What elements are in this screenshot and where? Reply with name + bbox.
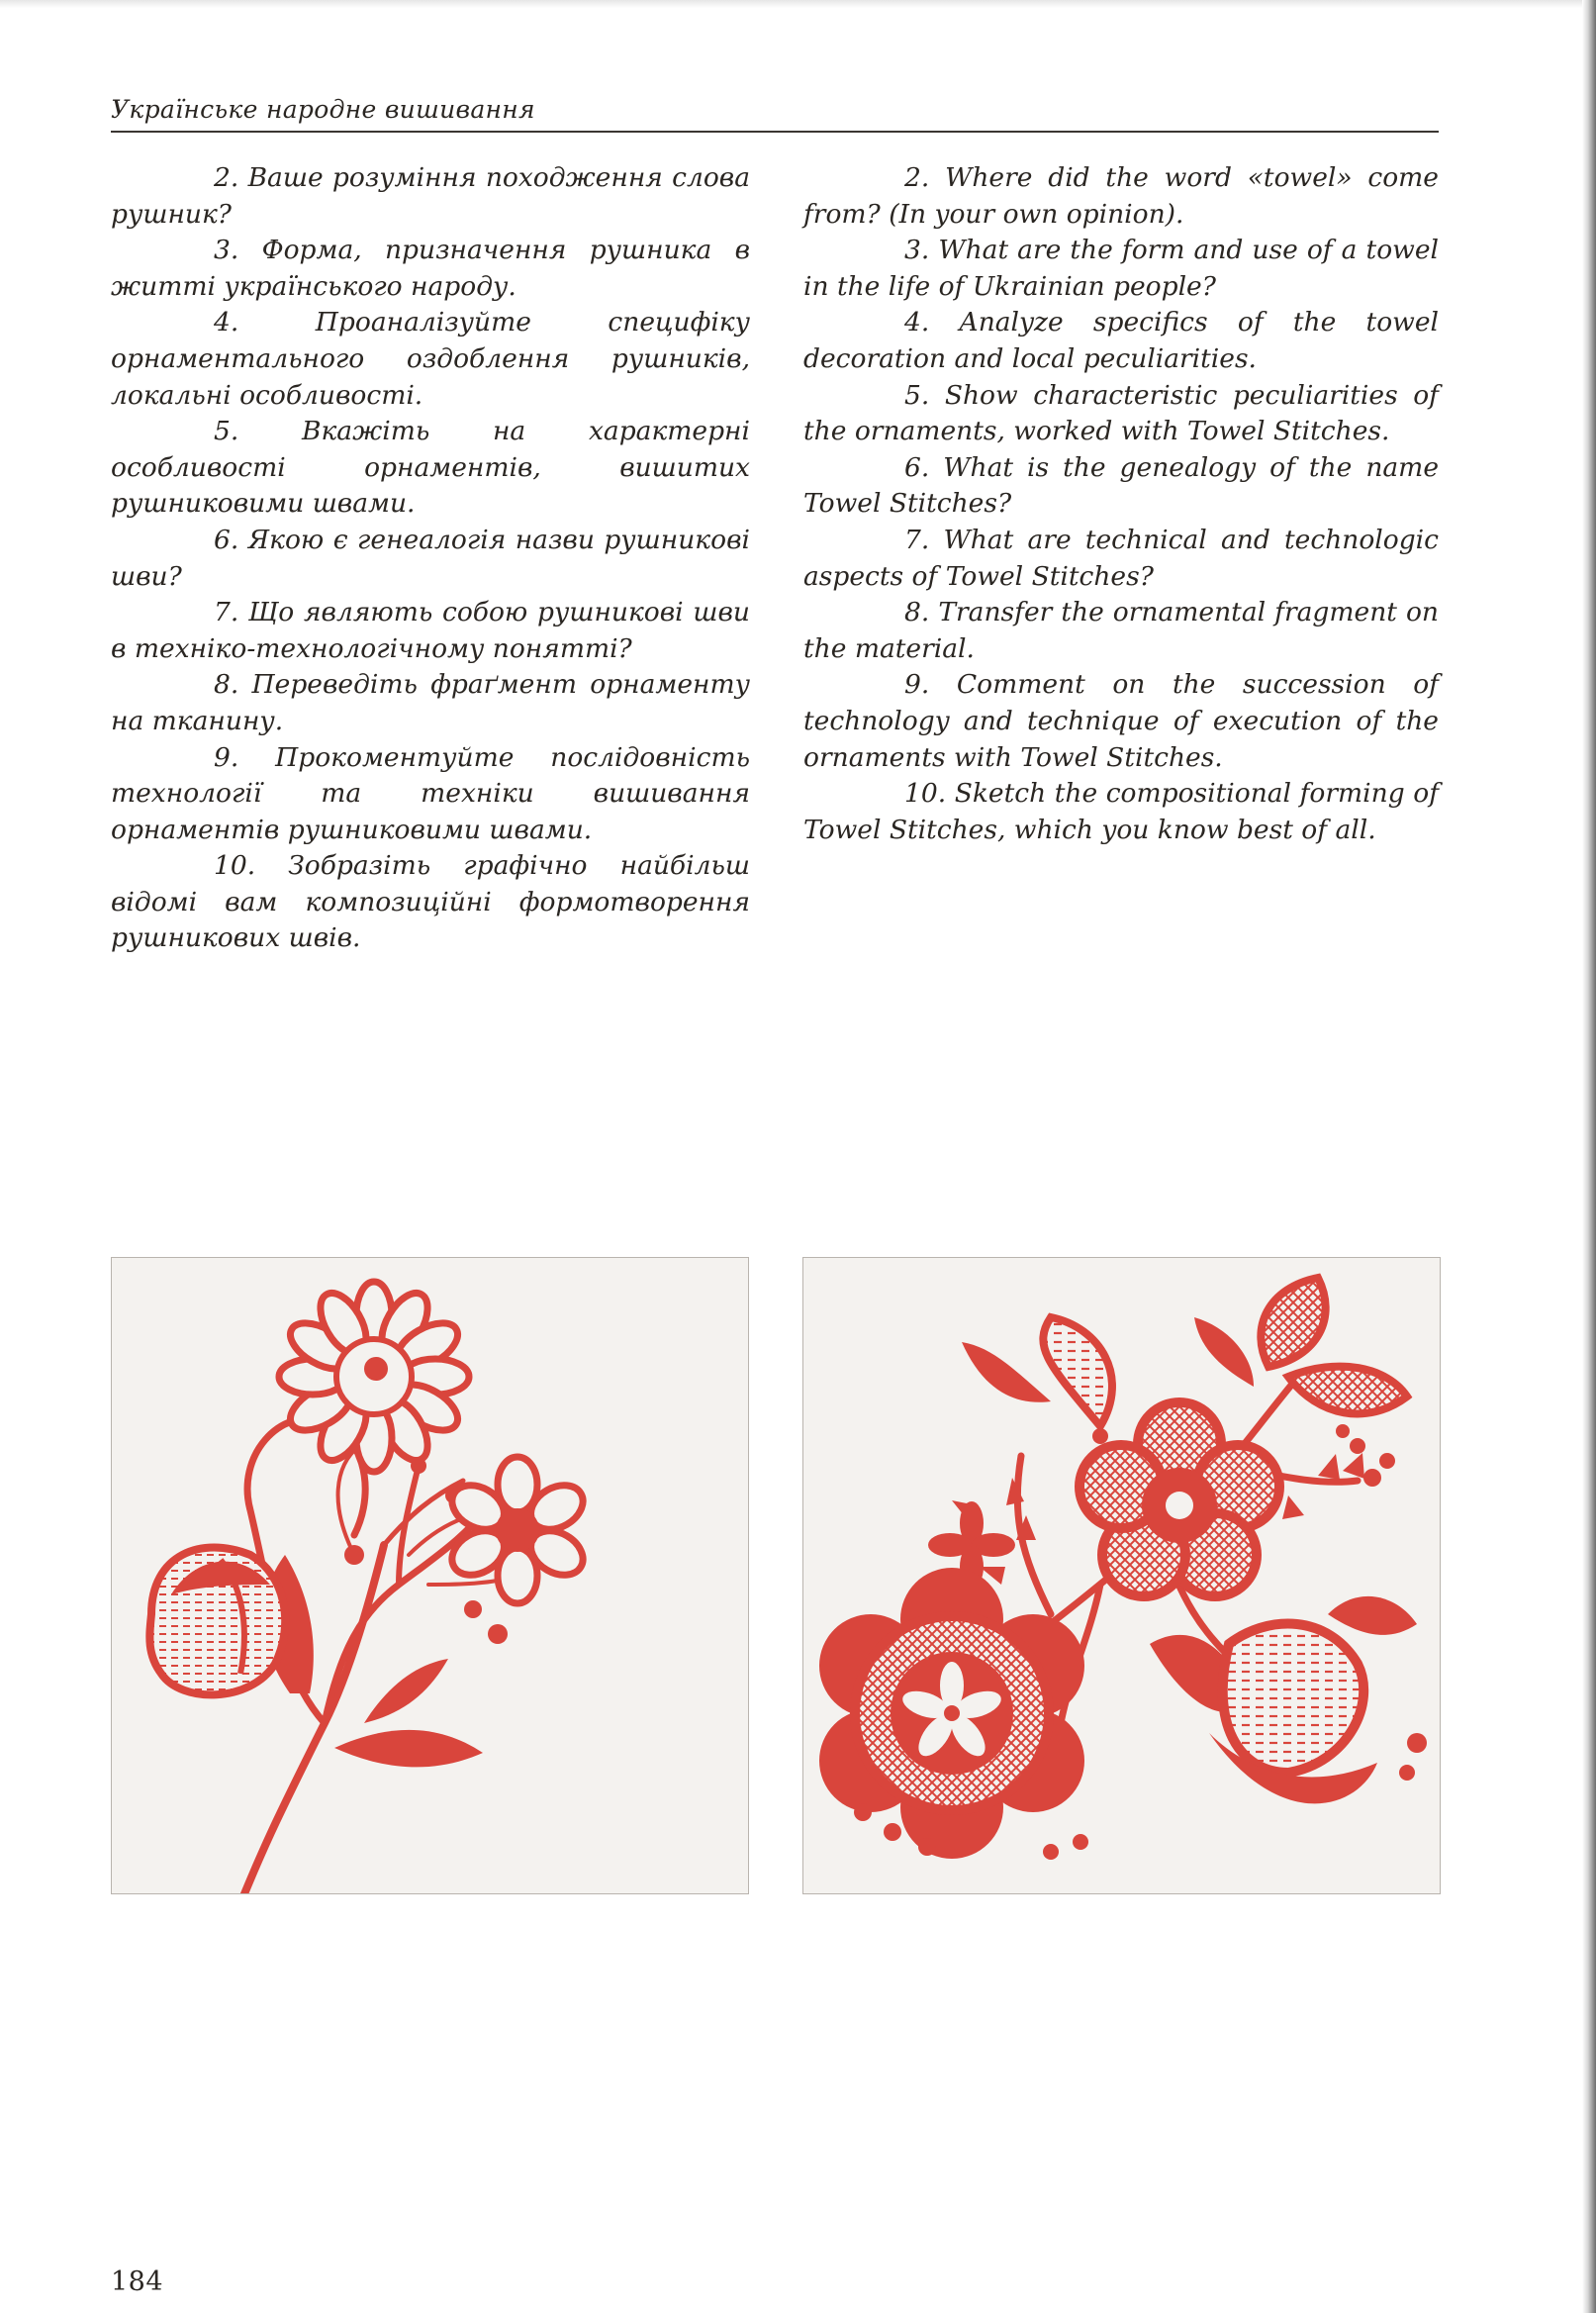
question-uk-6: 6. Якою є генеалогія назви рушникові шви? (111, 524, 750, 592)
question-uk-10: 10. Зобразіть графічно найбільш відомі вам композиційні формотворення рушникових швів. (111, 850, 750, 954)
question-en-7: 7. What are technical and technologic aspects of Towel Stitches? (803, 524, 1439, 592)
question-uk-3: 3. Форма, призначення рушника в житті українського народу. (111, 235, 750, 302)
question-uk-7: 7. Що являють собою рушникові шви в техніко-технологічному понятті? (111, 597, 750, 664)
floral-cluster-illustration (803, 1258, 1440, 1893)
question-uk-2: 2. Ваше розуміння походження слова рушник? (111, 162, 750, 230)
question-en-6: 6. What is the genealogy of the name Towel Stitches? (803, 451, 1439, 520)
question-en-10: 10. Sketch the compositional forming of Towel Stitches, which you know best of all. (803, 778, 1439, 845)
question-en-9: 9. Comment on the succession of technology and technique of execution of the ornaments with Towel Stitches. (803, 669, 1439, 773)
question-en-2: 2. Where did the word «towel» come from? (In your own opinion). (803, 162, 1439, 230)
question-uk-9: 9. Прокоментуйте послідовність технології та техніки вишивання орнаментів рушниковими швами. (111, 741, 750, 845)
header-rule (111, 131, 1439, 133)
question-en-5: 5. Show characteristic peculiarities of the ornaments, worked with Towel Stitches. (803, 379, 1439, 447)
embroidery-photo-floral-sprig (111, 1257, 749, 1894)
question-en-8: 8. Transfer the ornamental fragment on the material. (803, 597, 1439, 664)
question-en-3: 3. What are the form and use of a towel in the life of Ukrainian people? (803, 235, 1439, 302)
ukrainian-questions-column (111, 160, 750, 957)
question-en-4: 4. Analyze specifics of the towel decoration and local peculiarities. (803, 307, 1439, 374)
running-head: Українське народне вишивання (111, 95, 535, 124)
scan-top-shadow (0, 0, 1596, 8)
floral-sprig-illustration (112, 1258, 748, 1893)
page-number: 184 (111, 2266, 164, 2297)
question-uk-5: 5. Вкажіть на характерні особливості орнаментів, вишитих рушниковими швами. (111, 416, 750, 520)
question-uk-4: 4. Проаналізуйте специфіку орнаментального оздоблення рушників, локальні особливості. (111, 307, 750, 411)
page-edge-shadow (1582, 0, 1596, 2313)
embroidery-photo-floral-cluster (802, 1257, 1441, 1894)
question-uk-8: 8. Переведіть фраґмент орнаменту на тканину. (111, 669, 750, 736)
english-questions-column (803, 160, 1439, 848)
